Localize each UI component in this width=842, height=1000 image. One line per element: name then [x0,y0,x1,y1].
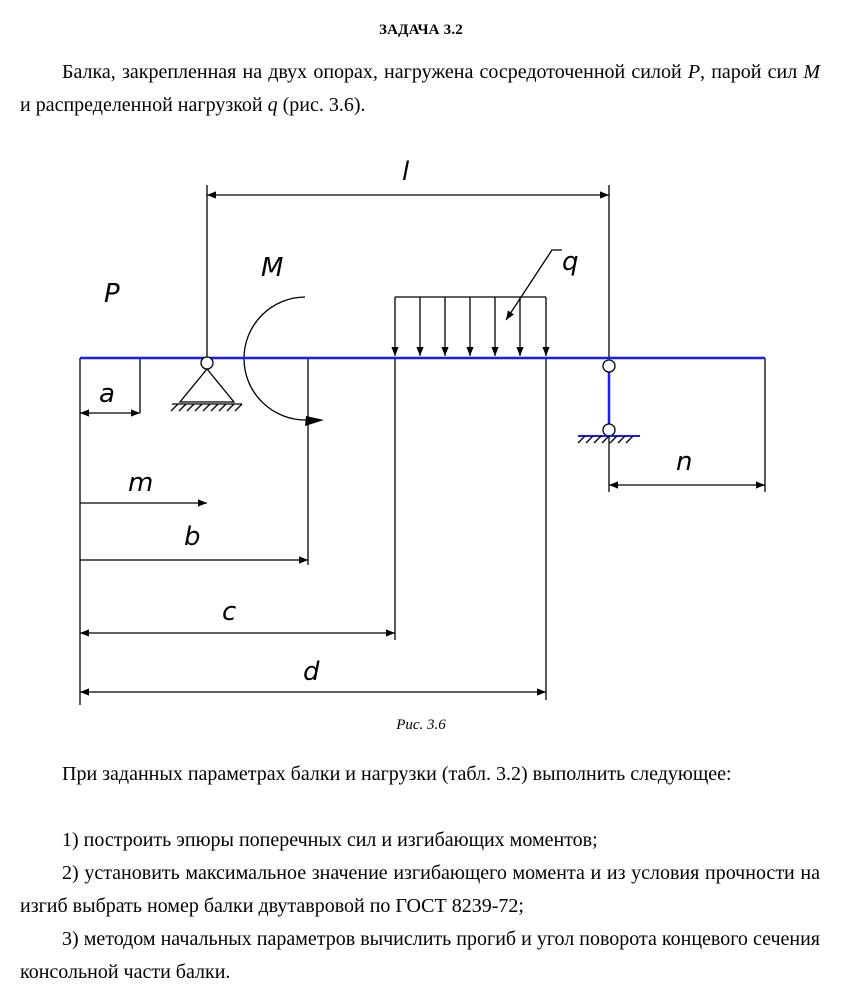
intro-text-1: Балка, закрепленная на двух опорах, нагружена сосредоточенной силой [62,61,688,83]
label-b: b [184,522,201,552]
intro-paragraph [20,56,820,122]
task-item: 1) построить эпюры поперечных сил и изгибающих моментов; [62,829,598,851]
label-P: P [104,279,120,309]
label-M: M [261,253,284,283]
task-item: 3) методом начальных параметров вычислить прогиб и угол поворота концевого сечения консольной части балки. [20,928,820,983]
intro-text-4: (рис. 3.6). [277,94,366,116]
label-l: l [402,157,410,187]
beam-diagram [0,150,842,715]
label-d: d [303,657,320,687]
label-n: n [676,447,693,477]
task-paragraph: При заданных параметрах балки и нагрузки (табл. 3.2) выполнить следующее: [62,763,732,785]
intro-symbol-q: q [267,94,278,116]
distributed-load-q [395,250,562,356]
roller-support [578,360,640,443]
pin-support [171,357,242,411]
label-a: a [99,379,115,409]
intro-symbol-P: P [687,61,701,83]
extension-lines [80,185,765,705]
label-c: c [222,597,237,627]
dimension-lines [80,195,765,692]
intro-text-2: , парой сил [700,61,804,83]
q-leader-line [506,250,562,320]
task-item: 2) установить максимальное значение изгибающего момента и из условия прочности на изгиб выбрать номер балки двутавровой по ГОСТ 8239-72; [20,862,820,917]
figure-caption: Рис. 3.6 [396,717,446,733]
label-m: m [128,468,154,498]
label-q: q [562,247,579,277]
moment-arrowhead [305,416,324,426]
intro-symbol-M: M [803,61,821,83]
problem-title: ЗАДАЧА 3.2 [379,22,463,38]
intro-text-3: и распределенной нагрузкой [20,94,268,116]
